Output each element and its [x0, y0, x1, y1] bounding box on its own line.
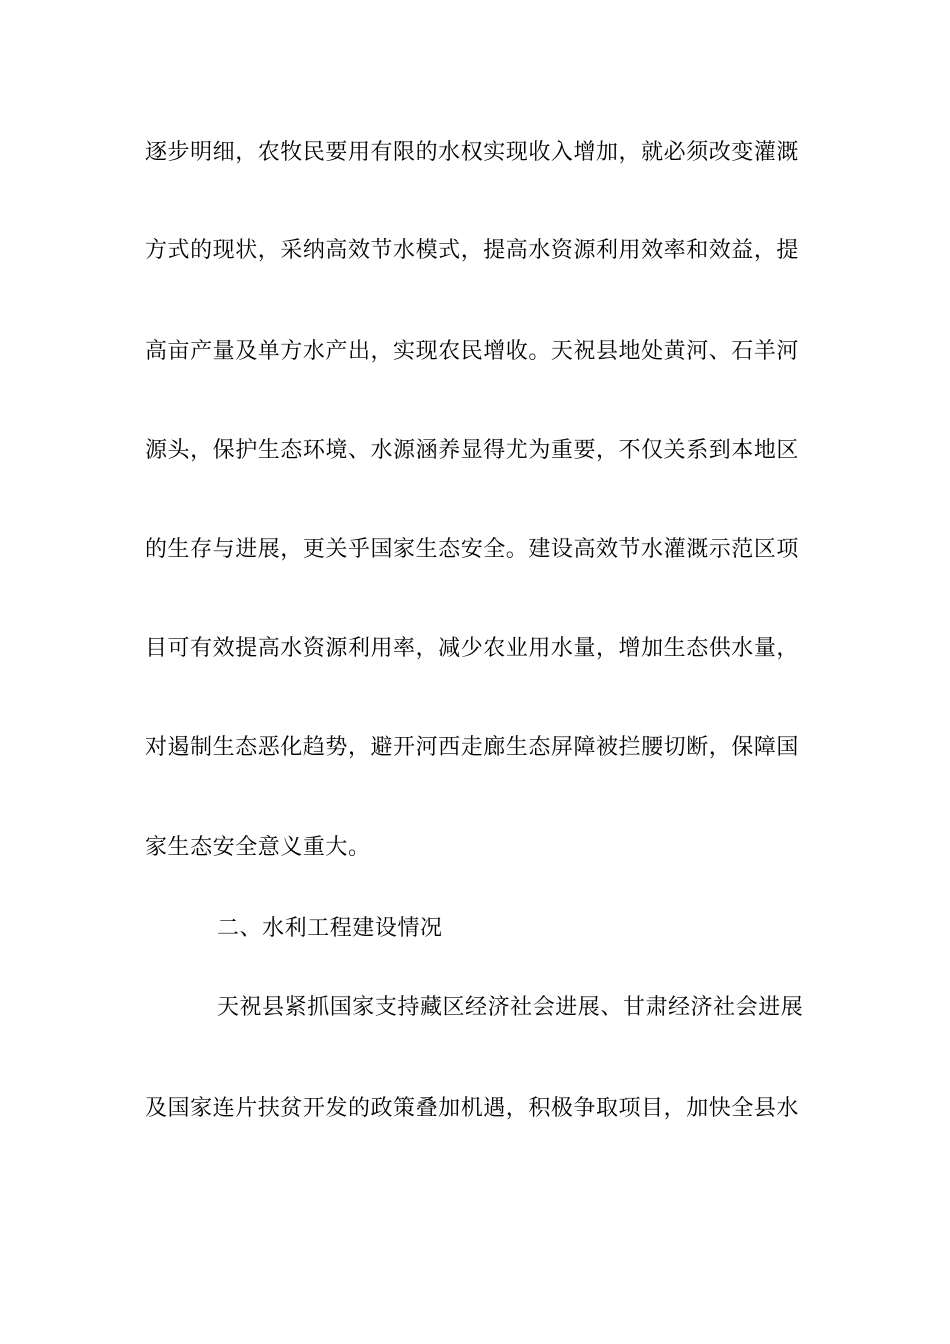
paragraph-line: 天祝县紧抓国家支持藏区经济社会进展、甘肃经济社会进展	[217, 995, 804, 1020]
paragraph-line: 源头，保护生态环境、水源涵养显得尤为重要，不仅关系到本地区	[145, 438, 799, 463]
paragraph-line: 目可有效提高水资源利用率，减少农业用水量，增加生态供水量，	[145, 636, 799, 661]
section-heading: 二、水利工程建设情况	[217, 916, 443, 941]
paragraph-line: 方式的现状，采纳高效节水模式，提高水资源利用效率和效益，提	[145, 238, 799, 263]
paragraph-line: 逐步明细，农牧民要用有限的水权实现收入增加，就必须改变灌溉	[145, 140, 799, 165]
paragraph-line: 家生态安全意义重大。	[145, 835, 371, 860]
paragraph-line: 高亩产量及单方水产出，实现农民增收。天祝县地处黄河、石羊河	[145, 339, 799, 364]
paragraph-line: 的生存与进展，更关乎国家生态安全。建设高效节水灌溉示范区项	[145, 537, 799, 562]
paragraph-line: 及国家连片扶贫开发的政策叠加机遇，积极争取项目，加快全县水	[145, 1096, 799, 1121]
paragraph-line: 对遏制生态恶化趋势，避开河西走廊生态屏障被拦腰切断，保障国	[145, 735, 799, 760]
